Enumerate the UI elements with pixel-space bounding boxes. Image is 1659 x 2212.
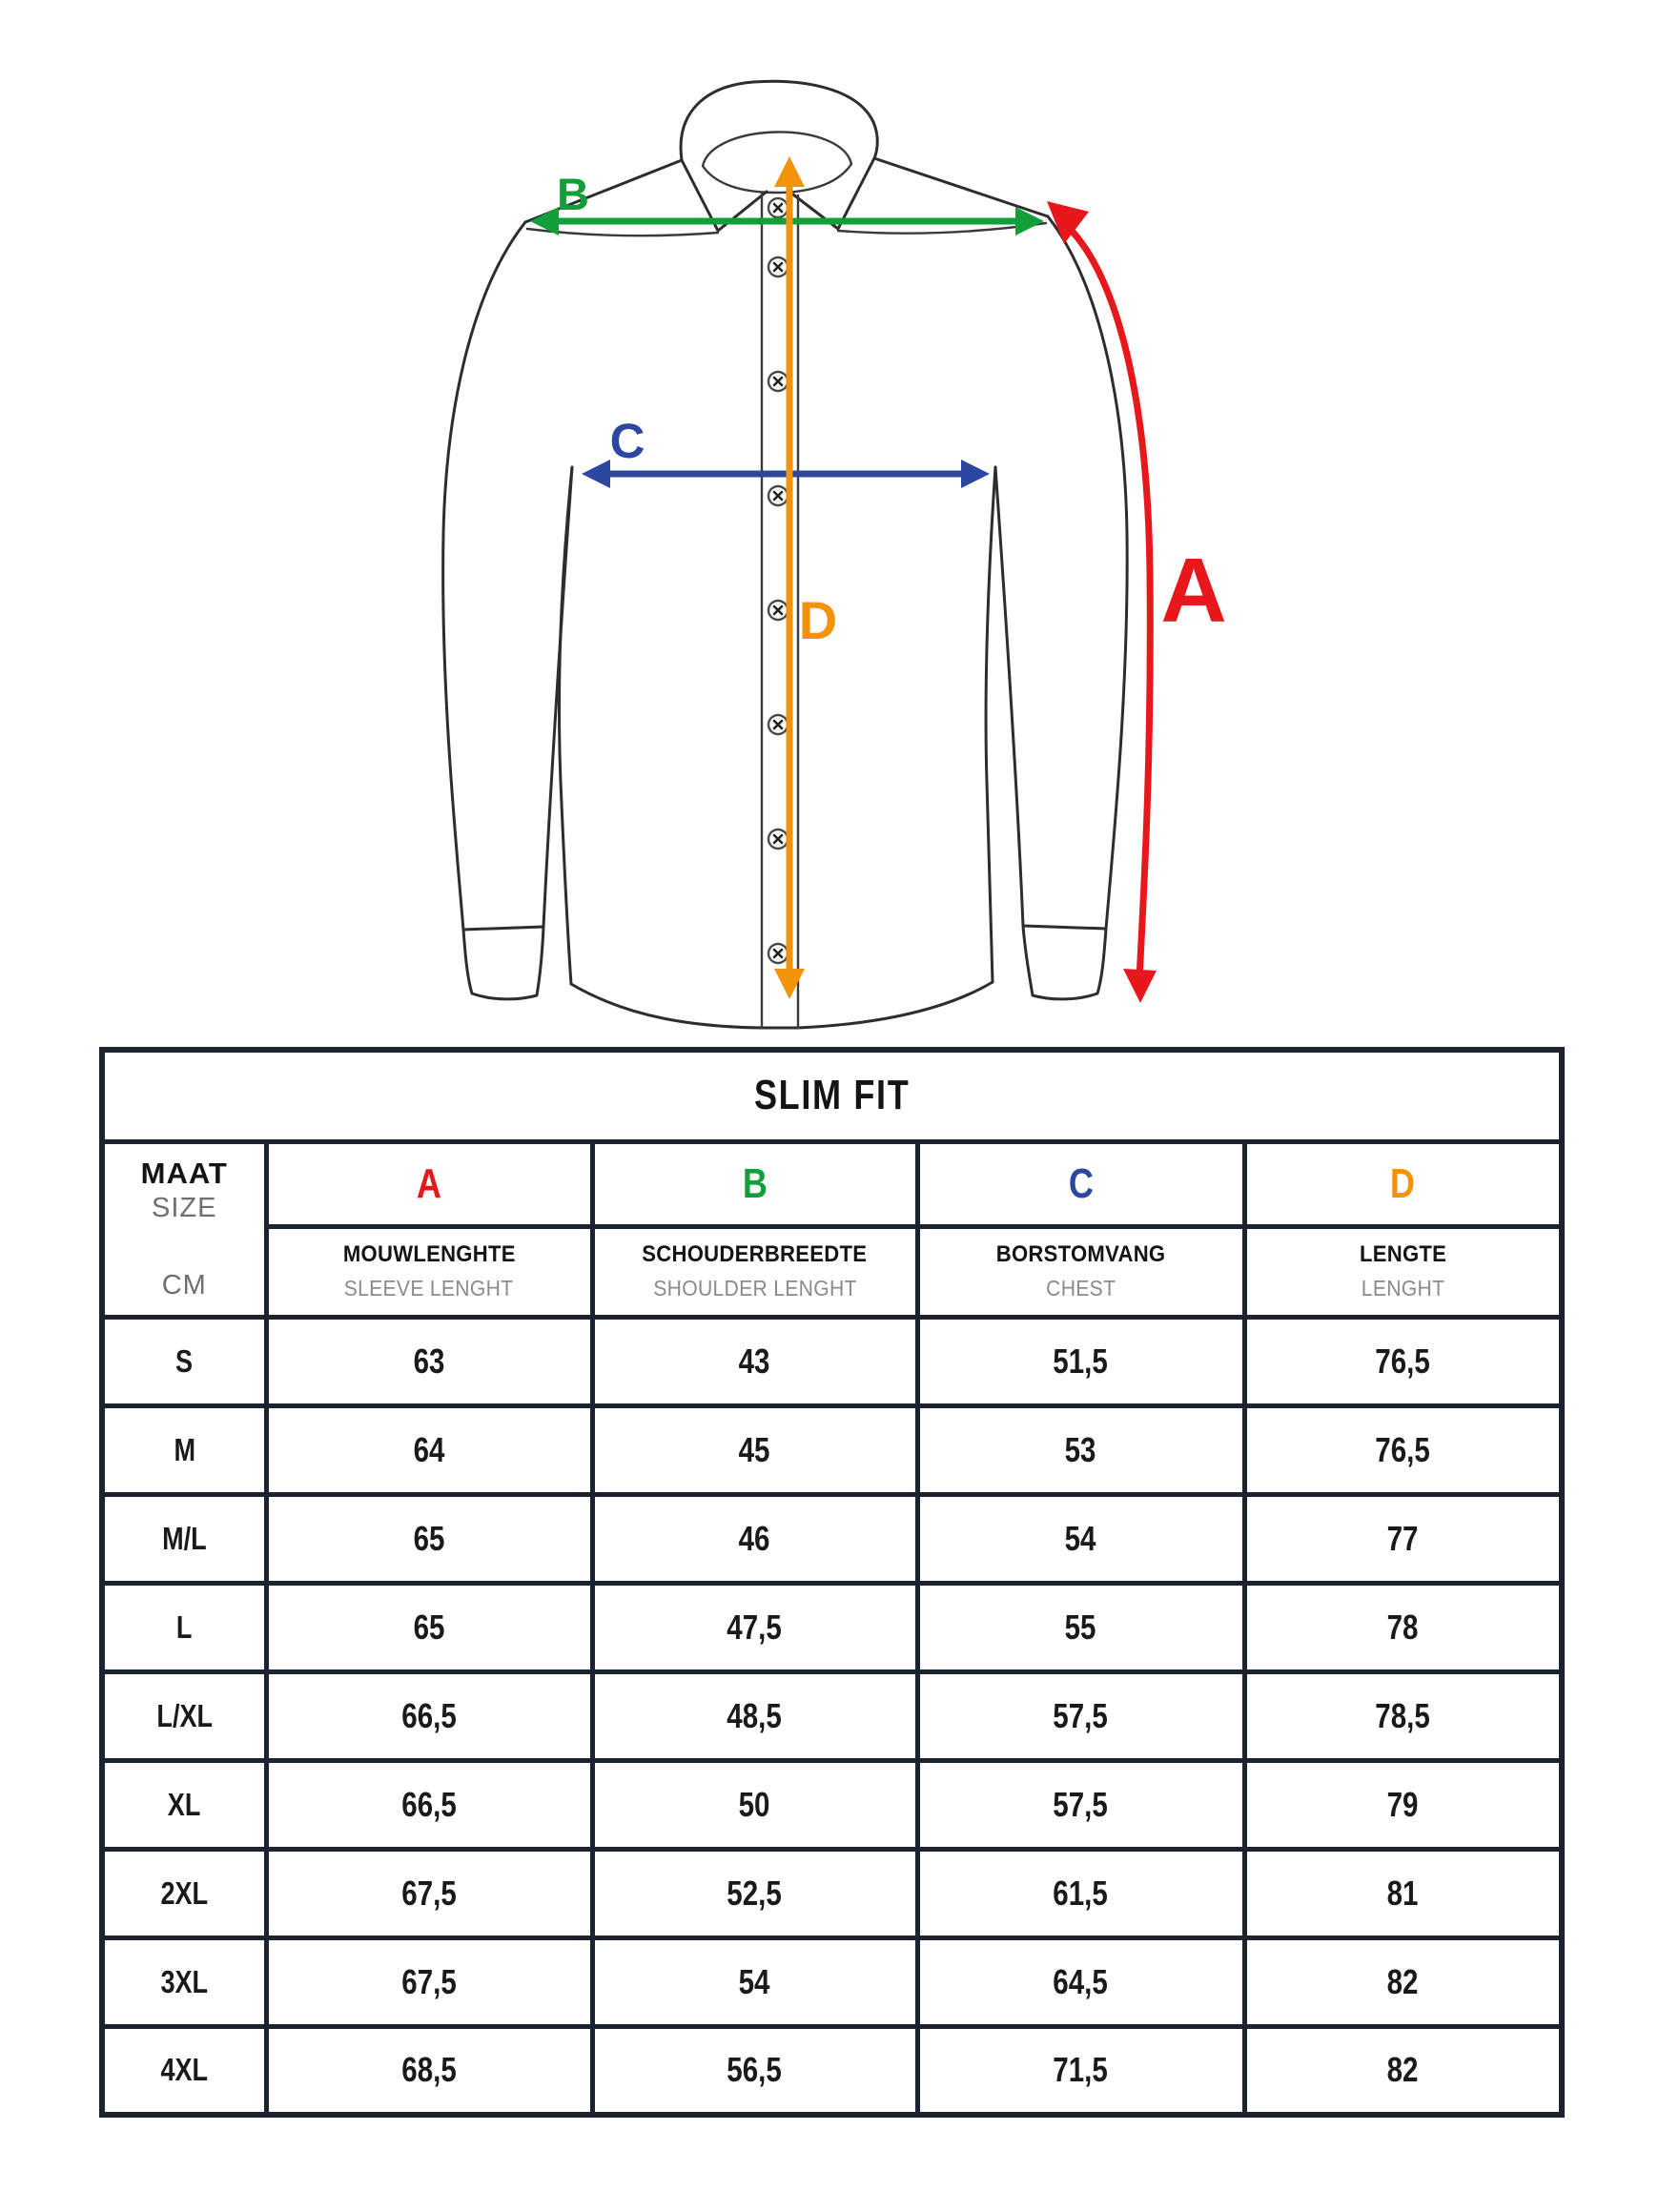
button — [768, 198, 788, 217]
value-cell: 78,5 — [1244, 1671, 1562, 1760]
shoulder-seam-right — [874, 158, 1048, 216]
neck-opening — [703, 164, 851, 193]
button — [768, 257, 788, 276]
column-letter-d — [1244, 1141, 1562, 1226]
letter-a-label: A — [416, 1159, 442, 1207]
letter-c-label: C — [1068, 1159, 1094, 1207]
size-cell: L — [102, 1583, 266, 1671]
arrowhead-left-icon — [582, 460, 610, 488]
value-cell: 79 — [1244, 1760, 1562, 1849]
column-name-b — [592, 1226, 917, 1317]
table-row — [102, 1937, 1562, 2026]
table-title: SLIM FIT — [753, 1072, 911, 1119]
table-row — [102, 1317, 1562, 1405]
hem — [571, 982, 993, 1028]
shirt-diagram-svg — [0, 0, 1659, 1054]
size-cell: XL — [102, 1760, 266, 1849]
size-cell: M — [102, 1405, 266, 1494]
value-cell: 57,5 — [917, 1671, 1244, 1760]
arrow-sleeve-a — [1047, 201, 1227, 1003]
value-cell: 65 — [266, 1494, 592, 1583]
shirt-measurement-diagram — [0, 0, 1659, 1054]
value-cell: 76,5 — [1244, 1317, 1562, 1405]
arrowhead-down-icon — [774, 969, 805, 999]
value-cell: 76,5 — [1244, 1405, 1562, 1494]
table-row — [102, 1494, 1562, 1583]
value-cell: 67,5 — [266, 1849, 592, 1937]
table-row — [102, 1405, 1562, 1494]
cuff-right-seam — [1023, 926, 1106, 929]
body-left-edge — [560, 467, 573, 984]
label-c: C — [609, 414, 645, 468]
column-name-d — [1244, 1226, 1562, 1317]
letter-d-label: D — [1390, 1159, 1416, 1207]
value-cell: 68,5 — [266, 2026, 592, 2115]
value-cell: 56,5 — [592, 2026, 917, 2115]
value-cell: 64 — [266, 1405, 592, 1494]
value-cell: 77 — [1244, 1494, 1562, 1583]
value-cell: 50 — [592, 1760, 917, 1849]
value-cell: 71,5 — [917, 2026, 1244, 2115]
value-cell: 43 — [592, 1317, 917, 1405]
arrowhead-right-icon — [961, 460, 990, 488]
corner-unit: CM — [161, 1270, 207, 1301]
arrowhead-up-icon — [774, 156, 805, 187]
table-title-cell — [102, 1050, 1562, 1141]
value-cell: 57,5 — [917, 1760, 1244, 1849]
value-cell: 52,5 — [592, 1849, 917, 1937]
letter-b-label: B — [742, 1159, 768, 1207]
cuff-right — [1023, 926, 1106, 999]
english-label: SLEEVE LENGHT — [344, 1276, 514, 1301]
corner-size: SIZE — [152, 1193, 217, 1223]
value-cell: 82 — [1244, 1937, 1562, 2026]
button — [768, 372, 788, 391]
value-cell: 67,5 — [266, 1937, 592, 2026]
column-letter-b — [592, 1141, 917, 1226]
cuff-left-seam — [463, 927, 543, 930]
value-cell: 55 — [917, 1583, 1244, 1671]
value-cell: 66,5 — [266, 1671, 592, 1760]
column-letter-c — [917, 1141, 1244, 1226]
value-cell: 46 — [592, 1494, 917, 1583]
dutch-label: BORSTOMVANG — [995, 1241, 1166, 1267]
dutch-label: SCHOUDERBREEDTE — [642, 1241, 868, 1267]
value-cell: 82 — [1244, 2026, 1562, 2115]
english-label: SHOULDER LENGHT — [652, 1276, 857, 1301]
corner-cell — [102, 1141, 266, 1317]
size-cell: 2XL — [102, 1849, 266, 1937]
arrow-length-d — [774, 156, 837, 999]
value-cell: 66,5 — [266, 1760, 592, 1849]
table-row — [102, 1583, 1562, 1671]
column-name-a — [266, 1226, 592, 1317]
size-cell: 4XL — [102, 2026, 266, 2115]
button — [768, 601, 788, 620]
size-cell: L/XL — [102, 1671, 266, 1760]
label-a: A — [1160, 540, 1227, 642]
button — [768, 715, 788, 734]
dutch-label: MOUWLENGHTE — [342, 1241, 516, 1267]
body-right-edge — [986, 467, 995, 982]
cuff-left — [463, 927, 543, 999]
label-d: D — [798, 590, 838, 650]
button — [768, 486, 788, 505]
buttons — [768, 198, 788, 963]
value-cell: 64,5 — [917, 1937, 1244, 2026]
arrow-chest-c — [582, 414, 990, 488]
column-name-c — [917, 1226, 1244, 1317]
collar-outer — [681, 81, 877, 160]
corner-maat: MAAT — [140, 1157, 228, 1190]
collar-inner — [703, 132, 851, 166]
button — [768, 830, 788, 849]
value-cell: 51,5 — [917, 1317, 1244, 1405]
label-b: B — [557, 169, 589, 219]
english-label: LENGHT — [1361, 1276, 1444, 1301]
size-chart — [99, 1047, 1565, 2118]
table-row — [102, 1849, 1562, 1937]
value-cell: 53 — [917, 1405, 1244, 1494]
value-cell: 65 — [266, 1583, 592, 1671]
sleeve-left-inner — [543, 467, 572, 927]
size-cell: S — [102, 1317, 266, 1405]
size-chart-table — [99, 1047, 1565, 2118]
size-cell: M/L — [102, 1494, 266, 1583]
table-row — [102, 2026, 1562, 2115]
button — [768, 944, 788, 963]
english-label: CHEST — [1045, 1276, 1116, 1301]
size-cell: 3XL — [102, 1937, 266, 2026]
dutch-label: LENGTE — [1359, 1241, 1446, 1267]
value-cell: 78 — [1244, 1583, 1562, 1671]
yoke-seam-right — [838, 223, 1046, 234]
sleeve-left-outer — [443, 222, 525, 930]
value-cell: 61,5 — [917, 1849, 1244, 1937]
value-cell: 48,5 — [592, 1671, 917, 1760]
arrowhead-down-icon — [1123, 969, 1157, 1003]
sleeve-right-inner — [995, 467, 1023, 926]
value-cell: 45 — [592, 1405, 917, 1494]
column-letter-a — [266, 1141, 592, 1226]
table-row — [102, 1760, 1562, 1849]
value-cell: 54 — [592, 1937, 917, 2026]
table-row — [102, 1671, 1562, 1760]
value-cell: 54 — [917, 1494, 1244, 1583]
value-cell: 63 — [266, 1317, 592, 1405]
value-cell: 47,5 — [592, 1583, 917, 1671]
value-cell: 81 — [1244, 1849, 1562, 1937]
